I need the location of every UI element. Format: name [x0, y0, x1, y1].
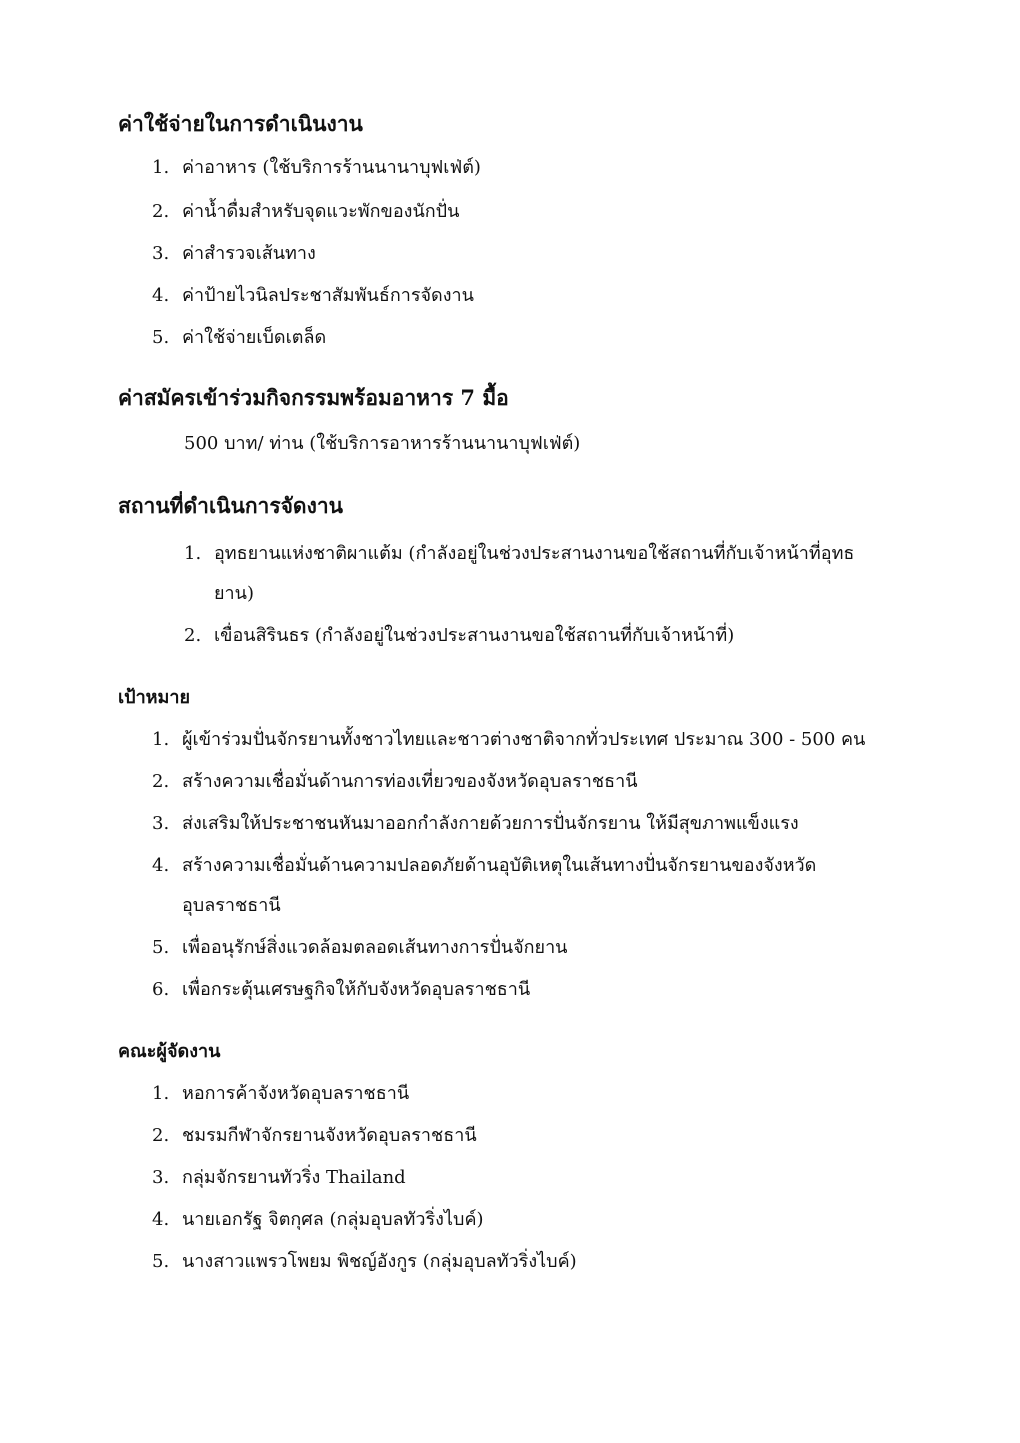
- item-text: ส่งเสริมให้ประชาชนหันมาออกกำลังกายด้วยการปั่นจักรยาน ให้มีสุขภาพแข็งแรง: [182, 813, 799, 834]
- list-item: [184, 620, 734, 649]
- item-text: ชมรมกีฬาจักรยานจังหวัดอุบลราชธานี: [182, 1125, 477, 1146]
- list-item: [152, 238, 316, 267]
- item-number: 5.: [152, 327, 170, 348]
- item-number: 3.: [152, 1167, 170, 1188]
- item-number: 4.: [152, 1209, 170, 1230]
- item-number: 6.: [152, 979, 170, 1000]
- item-text: ค่าป้ายไวนิลประชาสัมพันธ์การจัดงาน: [182, 285, 474, 306]
- item-text: กลุ่มจักรยานทัวริ่ง Thailand: [182, 1167, 406, 1188]
- item-text: เพื่อกระตุ้นเศรษฐกิจให้กับจังหวัดอุบลราชธานี: [182, 979, 531, 1000]
- fee-text: 500 บาท/ ท่าน (ใช้บริการอาหารร้านนานาบุฟเฟ่ต์): [184, 433, 581, 454]
- item-number: 2.: [152, 201, 170, 222]
- list-item: [152, 1246, 577, 1275]
- item-text: สร้างความเชื่อมั่นด้านความปลอดภัยด้านอุบัติเหตุในเส้นทางปั่นจักรยานของจังหวัด: [182, 855, 817, 876]
- item-text: ค่าใช้จ่ายเบ็ดเตล็ด: [182, 327, 327, 348]
- item-number: 2.: [152, 771, 170, 792]
- item-text: นางสาวแพรวโพยม พิชญ์อังกูร (กลุ่มอุบลทัวริ่งไบค์): [182, 1251, 577, 1272]
- list-item: [152, 724, 865, 753]
- list-item: [152, 196, 459, 225]
- list-item: [152, 280, 474, 309]
- item-number: 5.: [152, 1251, 170, 1272]
- item-text: ผู้เข้าร่วมปั่นจักรยานทั้งชาวไทยและชาวต่างชาติจากทั่วประเทศ ประมาณ 300 - 500 คน: [182, 729, 866, 750]
- item-text: เพื่ออนุรักษ์สิ่งแวดล้อมตลอดเส้นทางการปั่นจักยาน: [182, 937, 568, 958]
- item-number: 1.: [184, 543, 202, 564]
- list-item: [152, 152, 481, 181]
- item-number: 4.: [152, 285, 170, 306]
- item-text: สร้างความเชื่อมั่นด้านการท่องเที่ยวของจังหวัดอุบลราชธานี: [182, 771, 638, 792]
- item-number: 1.: [152, 1083, 170, 1104]
- item-number: 2.: [152, 1125, 170, 1146]
- heading-venue: สถานที่ดำเนินการจัดงาน: [118, 493, 343, 518]
- item-number: 3.: [152, 813, 170, 834]
- list-item: [152, 850, 816, 879]
- list-item: [152, 974, 530, 1003]
- heading-goals: เป้าหมาย: [118, 687, 191, 708]
- list-item: [152, 808, 799, 837]
- item-text: หอการค้าจังหวัดอุบลราชธานี: [182, 1083, 410, 1104]
- item-text: เขื่อนสิรินธร (กำลังอยู่ในช่วงประสานงานขอใช้สถานที่กับเจ้าหน้าที่): [214, 625, 735, 646]
- heading-expenses: ค่าใช้จ่ายในการดำเนินงาน: [118, 111, 363, 136]
- item-text: นายเอกรัฐ จิตกุศล (กลุ่มอุบลทัวริ่งไบค์): [182, 1209, 484, 1230]
- item-number: 3.: [152, 243, 170, 264]
- list-item: [152, 1204, 484, 1233]
- list-item: [152, 1078, 409, 1107]
- list-item: [152, 1120, 477, 1149]
- list-item: [184, 538, 854, 567]
- item-number: 1.: [152, 729, 170, 750]
- item-text-continuation: อุบลราชธานี: [182, 895, 281, 916]
- heading-fee: ค่าสมัครเข้าร่วมกิจกรรมพร้อมอาหาร 7 มื้อ: [118, 385, 509, 410]
- item-text: ค่าอาหาร (ใช้บริการร้านนานาบุฟเฟ่ต์): [182, 157, 481, 178]
- item-number: 4.: [152, 855, 170, 876]
- item-number: 5.: [152, 937, 170, 958]
- list-item: [152, 766, 638, 795]
- list-item: [152, 1162, 406, 1191]
- item-number: 2.: [184, 625, 202, 646]
- item-number: 1.: [152, 157, 170, 178]
- item-text: อุทธยานแห่งชาติผาแต้ม (กำลังอยู่ในช่วงประสานงานขอใช้สถานที่กับเจ้าหน้าที่อุทธ: [214, 543, 855, 564]
- list-item: [152, 322, 326, 351]
- item-text: ค่าน้ำดื่มสำหรับจุดแวะพักของนักปั่น: [182, 201, 460, 222]
- item-text-continuation: ยาน): [214, 583, 254, 604]
- item-text: ค่าสำรวจเส้นทาง: [182, 243, 316, 264]
- heading-organizers: คณะผู้จัดงาน: [118, 1041, 221, 1062]
- list-item: [152, 932, 568, 961]
